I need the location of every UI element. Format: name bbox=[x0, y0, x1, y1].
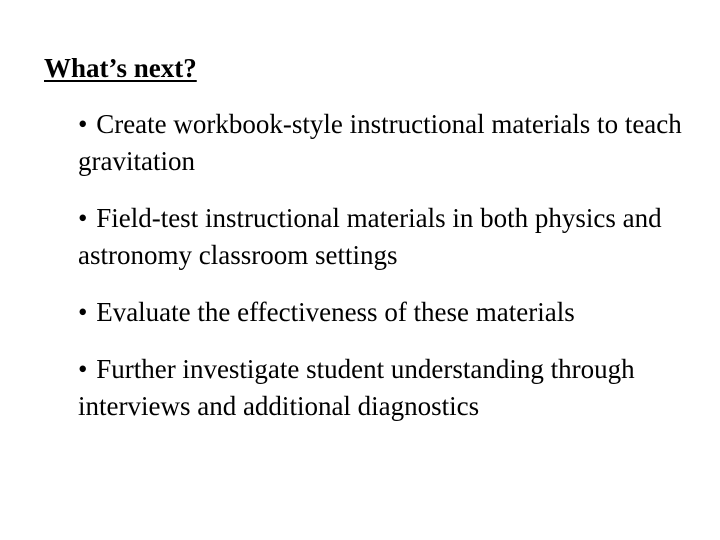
bullet-item bbox=[78, 106, 698, 180]
bullet-item bbox=[78, 351, 698, 425]
slide-title: What’s next? bbox=[44, 53, 197, 83]
bullet-marker: • bbox=[78, 297, 88, 327]
bullet-text: Evaluate the effectiveness of these materials bbox=[96, 297, 575, 327]
bullet-marker: • bbox=[78, 109, 88, 139]
bullet-text: Create workbook-style instructional materials to teach gravitation bbox=[78, 109, 682, 176]
bullet-item bbox=[78, 200, 698, 274]
bullet-text: Field-test instructional materials in both physics and astronomy classroom settings bbox=[78, 203, 662, 270]
bullet-marker: • bbox=[78, 203, 88, 233]
bullet-text: Further investigate student understanding through interviews and additional diagnostics bbox=[78, 354, 635, 421]
bullet-item bbox=[78, 294, 698, 331]
bullet-list bbox=[78, 106, 698, 445]
bullet-marker: • bbox=[78, 354, 88, 384]
